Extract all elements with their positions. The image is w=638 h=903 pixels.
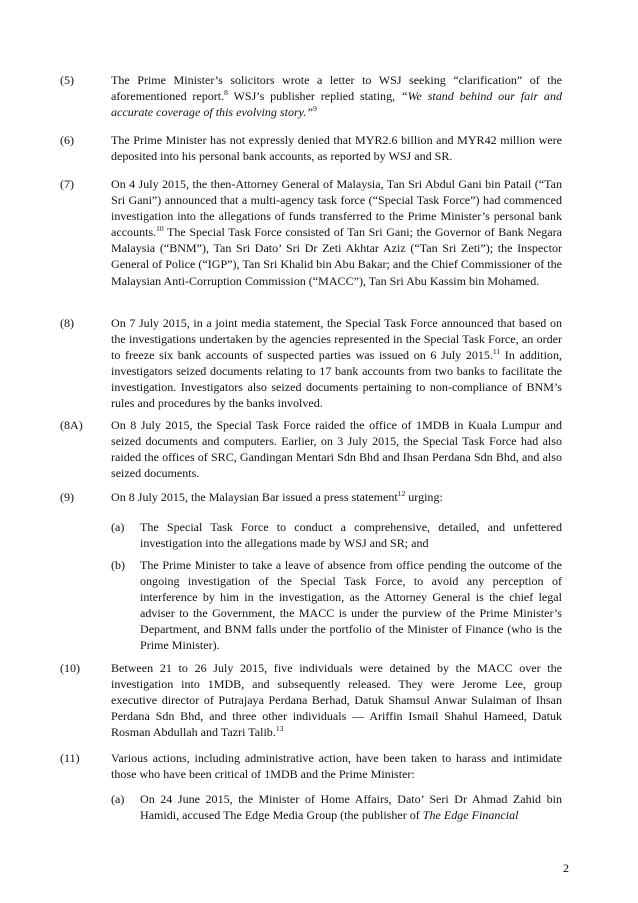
subparagraph-label: (a) [111,792,125,806]
paragraph-number: (10) [60,661,81,675]
subparagraph-9b [111,557,562,654]
footnote-marker[interactable]: 13 [275,724,284,734]
paragraph-number: (7) [60,177,75,191]
subparagraph-label: (a) [111,520,125,534]
paragraph-text: On 8 July 2015, the Special Task Force raided the office of 1MDB in Kuala Lumpur and seized documents and computers. Earlier, on 3 July 2015, the Special Task Force had also raided the offices of SRC, Gandingan Mentari Sdn Bhd and Ihsan Perdana Sdn Bhd, and also seized documents. [111,418,562,481]
paragraph-10 [60,660,562,740]
paragraph-number: (5) [60,73,75,87]
paragraph-text: Between 21 to 26 July 2015, five individuals were detained by the MACC over the investigation into 1MDB, and subsequently released. They were Jerome Lee, group executive director of Putrajaya Perdana Berhad, Datuk Shamsul Anwar Sulaiman of Ihsan Perdana Sdn Bhd, and three other individuals — Ariffin Ismail Shahul Hameed, Datuk Rosman Abdullah and Tazri Talib.$^{13}$ [111,661,562,740]
subparagraph-text: The Prime Minister to take a leave of absence from office pending the outcome of the ongoing investigation of the Special Task Force, to avoid any perception of interference by him in the investigation, as the Attorney General is the chief legal adviser to the Government, the MACC is under the purview of the Prime Minister’s Department, and BNM falls under the portfolio of the Minister of Finance (who is the Prime Minister). [140,558,562,653]
paragraph-text: The Prime Minister has not expressly denied that MYR2.6 billion and MYR42 million were deposited into his personal bank accounts, as reported by WSJ and SR. [111,133,562,164]
paragraph-11 [60,750,562,782]
footnote-marker[interactable]: 9 [313,104,317,114]
footnote-marker[interactable]: 11 [492,347,501,357]
paragraph-text: On 4 July 2015, the then-Attorney General of Malaysia, Tan Sri Abdul Gani bin Patail (“Tan Sri Gani”) announced that a multi-agency task force (“Special Task Force”) had commenced investigation into the allegations of funds transferred to the Prime Minister’s personal bank accounts.$^{10}$ The Special Task Force consisted of Tan Sri Gani; the Governor of Bank Negara Malaysia (“BNM”), Tan Sri Dato’ Sri Dr Zeti Akhtar Aziz (“Tan Sri Zeti”); the Inspector General of Police (“IGP”), Tan Sri Khalid bin Abu Bakar; and the Chief Commissioner of the Malaysian Anti-Corruption Commission (“MACC”), Tan Sri Abu Kassim bin Mohamed. [111,177,562,288]
paragraph-number: (9) [60,490,75,504]
paragraph-text: On 7 July 2015, in a joint media statement, the Special Task Force announced that based on the investigations undertaken by the agencies represented in the Special Task Force, an order to freeze six bank accounts of suspected parties was issued on 6 July 2015.11 In addition, investigators seized documents relating to 17 bank accounts from two banks to facilitate the investigation. Investigators also seized documents pertaining to non-compliance of BNM’s rules and procedures by the banks involved. [111,316,562,411]
subparagraph-11a [111,791,562,823]
footnote-marker[interactable]: 12 [397,489,406,498]
paragraph-text: The Prime Minister’s solicitors wrote a letter to WSJ seeking “clarification” of the aforementioned report.$^8$ WSJ’s publisher replied stating, “We stand behind our fair and accurate coverage of this evolving story.”$^9$ [111,73,562,120]
paragraph-number: (11) [60,751,80,765]
paragraph-7 [60,176,562,289]
footnote-marker[interactable]: 10 [156,224,164,234]
paragraph-8 [60,315,562,412]
subparagraph-9a [111,519,562,551]
subparagraph-label: (b) [111,558,126,572]
page-number: 2 [562,861,569,875]
paragraph-6 [60,132,562,164]
paragraph-5 [60,72,562,120]
paragraph-8a [60,417,562,481]
quoted-statement: “We stand behind our fair and accurate coverage of this evolving story.” [111,89,562,120]
subparagraph-text: On 24 June 2015, the Minister of Home Affairs, Dato’ Seri Dr Ahmad Zahid bin Hamidi, accused The Edge Media Group (the publisher of The Edge Financial [140,792,562,823]
publication-title: The Edge Financial [422,808,519,823]
paragraph-number: (6) [60,133,75,147]
footnote-marker[interactable]: 8 [224,88,228,98]
paragraph-number: (8) [60,316,75,330]
paragraph-number: (8A) [60,418,83,432]
subparagraph-text: The Special Task Force to conduct a comprehensive, detailed, and unfettered investigation into the allegations made by WSJ and SR; and [140,520,562,551]
paragraph-text: On 8 July 2015, the Malaysian Bar issued a press statement$^{12}$ urging: [111,489,443,504]
paragraph-9 [60,489,562,505]
paragraph-text: Various actions, including administrative action, have been taken to harass and intimidate those who have been critical of 1MDB and the Prime Minister: [111,751,562,782]
